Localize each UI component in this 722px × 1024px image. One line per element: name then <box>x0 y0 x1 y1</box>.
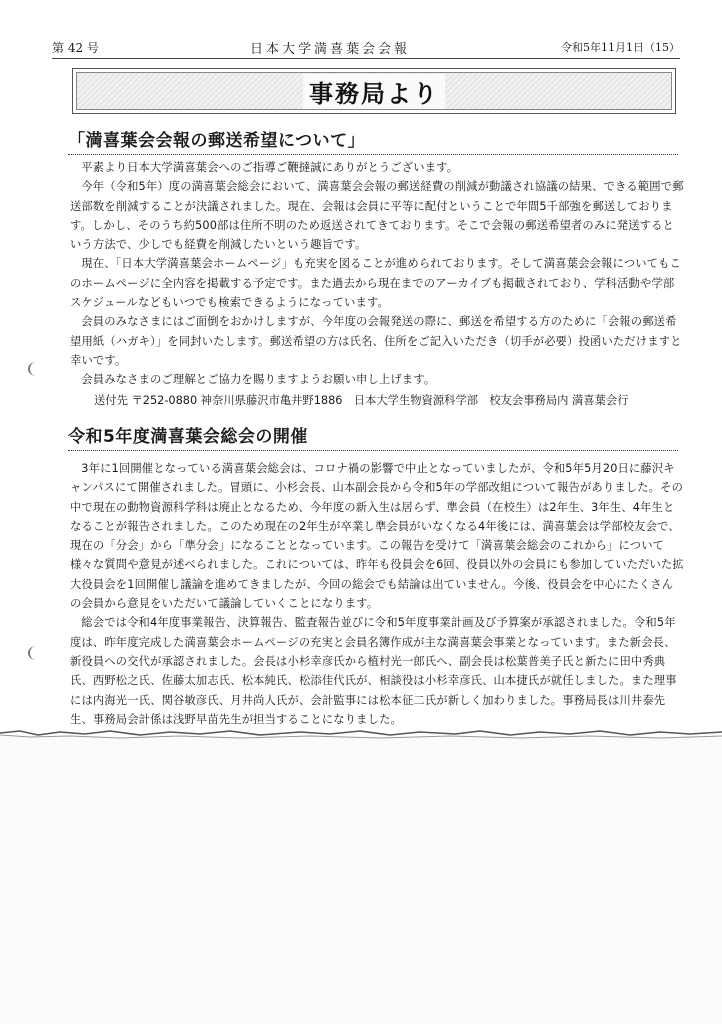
paragraph: 総会では令和4年度事業報告、決算報告、監査報告並びに令和5年度事業計画及び予算案が承認されました。令和5年度は、昨年度完成した満喜葉会ホームページの充実と会員名簿作成が主な満喜葉会事業となっています。また新会長、新役員への交代が承認されました。会長は小杉幸彦氏から植村光一郎氏へ、副会長は松葉普美子氏と新たに田中秀典氏、西野松之氏、佐藤太加志氏、松本純氏、松添佳代氏が、相談役は小杉幸彦氏、山本捷氏が就任しました。また理事には内海光一氏、関谷敏彦氏、月井尚人氏が、会計監事には松本征二氏が新しく加わりました。事務局長は川井泰先生、事務局会計係は浅野早苗先生が担当することになりました。 <box>70 616 677 726</box>
punch-hole-mark <box>28 646 44 660</box>
article-heading-mailing: 「満喜葉会会報の郵送希望について」 <box>68 126 678 155</box>
paragraph: 会員みなさまのご理解とご協力を賜りますようお願い申し上げます。 <box>81 373 436 387</box>
banner-pattern <box>76 72 672 110</box>
section-banner <box>72 68 676 114</box>
tear-line-graphic <box>0 727 722 741</box>
article-heading-general-meeting: 令和5年度満喜葉会総会の開催 <box>68 422 678 451</box>
torn-lower-area <box>0 737 722 1024</box>
paragraph: 平素より日本大学満喜葉会へのご指導ご鞭撻誠にありがとうございます。 <box>81 161 459 174</box>
paragraph: 今年（令和5年）度の満喜葉会総会において、満喜葉会会報の郵送経費の削減が動議され協議の結果、できる範囲で郵送部数を削減することが決議されました。現在、会報は会員に平等に配付ということで年間5千部強を郵送しております。しかし、そのうち約500部は住所不明のため返送されてきております。そこで会報の郵送希望者のみに発送するという方法で、少しでも経費を削減したいという趣旨です。 <box>70 180 684 252</box>
issue-number: 第 42 号 <box>52 40 99 55</box>
mailing-address: 送付先 〒252-0880 神奈川県藤沢市亀井野1886 日本大学生物資源科学部 校友会事務局内 満喜葉会行 <box>94 394 629 407</box>
page-header <box>52 36 680 59</box>
publication-title: 日本大学満喜葉会会報 <box>249 41 410 57</box>
issue-date-page: 令和5年11月1日（15） <box>560 41 680 54</box>
punch-hole-mark <box>28 362 44 376</box>
paper-tear-edge <box>0 727 722 741</box>
paragraph: 3年に1回開催となっている満喜葉会総会は、コロナ禍の影響で中止となっていましたが、令和5年5月20日に藤沢キャンパスにて開催されました。冒頭に、小杉会長、山本副会長から令和5年の学部改組について報告がありました。その中で現在の動物資源科学科は廃止となるため、今年度の新入生は居らず、準会員（在校生）は2年生、3年生、4年生となることが報告されました。このため現在の2年生が卒業し準会員がいなくなる4年後には、満喜葉会は学部校友会で、現在の「分会」から「準分会」になることとなっています。この報告を受けて「満喜葉会総会のこれから」について様々な質問や意見が述べられました。これについては、昨年も役員会を6回、役員以外の会員にも参加していただいた拡大役員会を1回開催し議論を進めてきましたが、今回の総会でも結論は出ていません。今後、役員会を中心にたくさんの会員から意見をいただいて議論していくことになります。 <box>70 462 684 611</box>
article-body-mailing <box>70 158 684 390</box>
article-body-general-meeting <box>70 459 684 729</box>
paragraph: 現在、「日本大学満喜葉会ホームページ」も充実を図ることが進められております。そして満喜葉会会報についてもこのホームページに全内容を掲載する予定です。また過去から現在までのアーカイブも掲載されており、学科活動や学部スケジュールなどもいつでも検索できるようになっています。 <box>70 257 681 310</box>
banner-title: 事務局より <box>303 74 445 109</box>
paragraph: 会員のみなさまにはご面倒をおかけしますが、今年度の会報発送の際に、郵送を希望する方のために「会報の郵送希望用紙（ハガキ）」を同封いたします。郵送希望の方は氏名、住所をご記入いただき（切手が必要）投函いただけますと幸いです。 <box>70 315 682 367</box>
